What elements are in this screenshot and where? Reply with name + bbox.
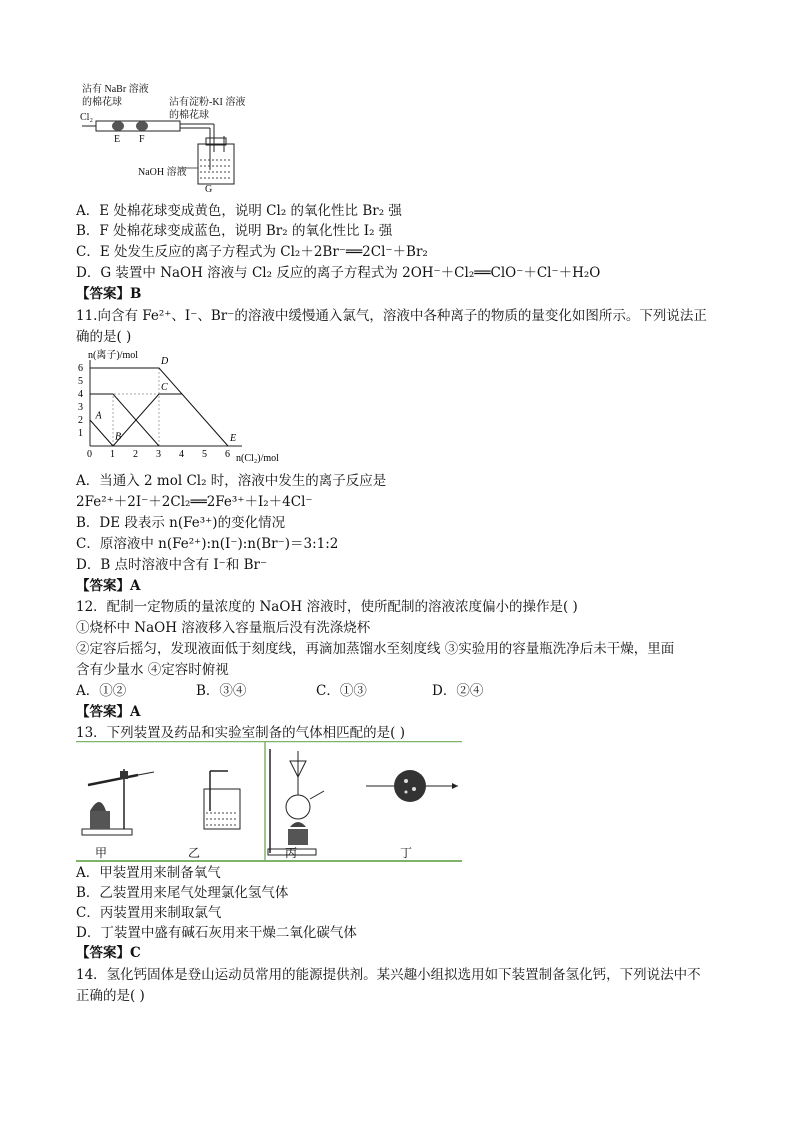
q10-option-a: A．E 处棉花球变成黄色，说明 Cl₂ 的氧化性比 Br₂ 强 bbox=[76, 203, 402, 219]
q12-items-2-3: ②定容后摇匀，发现液面低于刻度线，再滴加蒸馏水至刻度线 ③实验用的容量瓶洗净后未干燥，里面 bbox=[76, 641, 675, 657]
chart-series-line-4 bbox=[90, 368, 228, 446]
q11-option-a-line2: 2Fe²⁺＋2I⁻＋2Cl₂══2Fe³⁺＋I₂＋4Cl⁻ bbox=[76, 494, 313, 510]
q13-answer: 【答案】C bbox=[76, 945, 141, 961]
fig10-label-nabr2: 的棉花球 bbox=[82, 97, 122, 108]
chart-point-label: E bbox=[230, 432, 237, 444]
q13-option-d: D．丁装置中盛有碱石灰用来干燥二氧化碳气体 bbox=[76, 925, 357, 941]
chart-y-tick-label: 3 bbox=[78, 402, 83, 413]
chart-point-label: D bbox=[161, 356, 169, 368]
fig10-label-f: F bbox=[139, 134, 145, 145]
chart-x-axis-label: n(Cl₂)/mol bbox=[236, 453, 279, 464]
fig10-label-e: E bbox=[114, 134, 121, 145]
fig10-label-nabr: 沾有 NaBr 溶液 bbox=[82, 84, 149, 95]
q10-option-b: B．F 处棉花球变成蓝色，说明 Br₂ 的氧化性比 I₂ 强 bbox=[76, 223, 393, 239]
chart-x-tick-label: 4 bbox=[179, 449, 184, 460]
q10-option-c: C．E 处发生反应的离子方程式为 Cl₂＋2Br⁻══2Cl⁻＋Br₂ bbox=[76, 244, 428, 260]
fig10-label-cl2: Cl₂ bbox=[80, 112, 93, 123]
q13-label-ding: 丁 bbox=[400, 846, 413, 860]
fig10-label-ki2: 的棉花球 bbox=[169, 110, 209, 121]
chart-y-tick-label: 1 bbox=[78, 428, 83, 439]
q13-label-bing: 丙 bbox=[285, 846, 298, 860]
chart-y-tick-label: 5 bbox=[78, 376, 83, 387]
q12-option-c: C．①③ bbox=[316, 683, 367, 699]
q13-option-b: B．乙装置用来尾气处理氯化氢气体 bbox=[76, 885, 289, 901]
q13-option-c: C．丙装置用来制取氯气 bbox=[76, 905, 222, 921]
q11-option-a-line1: A．当通入 2 mol Cl₂ 时，溶液中发生的离子反应是 bbox=[76, 473, 387, 489]
chart-y-tick-label: 4 bbox=[78, 389, 83, 400]
fig10-label-naoh: NaOH 溶液 bbox=[138, 167, 187, 178]
q11-stem-line1: 11.向含有 Fe²⁺、I⁻、Br⁻的溶液中缓慢通入氯气，溶液中各种离子的物质的量变化如图所示。下列说法正 bbox=[76, 308, 707, 324]
q11-ion-amount-chart bbox=[74, 348, 294, 466]
fig10-label-ki: 沾有淀粉-KI 溶液 bbox=[169, 97, 246, 108]
chart-y-tick-label: 2 bbox=[78, 415, 83, 426]
q11-option-c: C．原溶液中 n(Fe²⁺):n(I⁻):n(Br⁻)＝3:1:2 bbox=[76, 536, 339, 552]
q11-option-d: D．B 点时溶液中含有 I⁻和 Br⁻ bbox=[76, 557, 268, 573]
chart-series-line-3 bbox=[113, 394, 182, 446]
q12-stem: 12．配制一定物质的量浓度的 NaOH 溶液时，使所配制的溶液浓度偏小的操作是( ) bbox=[76, 599, 578, 615]
q14-stem-line2: 正确的是( ) bbox=[76, 988, 145, 1004]
q13-stem: 13．下列装置及药品和实验室制备的气体相匹配的是( ) bbox=[76, 725, 406, 741]
chart-x-tick-label: 5 bbox=[202, 449, 207, 460]
q13-label-jia: 甲 bbox=[95, 846, 108, 860]
q12-option-d: D．②④ bbox=[432, 683, 484, 699]
q12-option-a: A．①② bbox=[76, 683, 127, 699]
chart-x-tick-label: 3 bbox=[156, 449, 161, 460]
q12-item-1: ①烧杯中 NaOH 溶液移入容量瓶后没有洗涤烧杯 bbox=[76, 620, 371, 636]
chart-x-tick-label: 2 bbox=[133, 449, 138, 460]
chart-y-tick-label: 6 bbox=[78, 363, 83, 374]
chart-point-label: A bbox=[95, 410, 102, 422]
chart-point-label: C bbox=[161, 382, 168, 394]
q11-stem-line2: 确的是( ) bbox=[76, 329, 132, 345]
chart-x-tick-label: 1 bbox=[110, 449, 115, 460]
q10-option-d: D．G 装置中 NaOH 溶液与 Cl₂ 反应的离子方程式为 2OH⁻＋Cl₂══ClO⁻＋Cl⁻＋H₂O bbox=[76, 265, 601, 281]
q12-items-3b-4: 含有少量水 ④定容时俯视 bbox=[76, 662, 229, 678]
q14-stem-line1: 14．氢化钙固体是登山运动员常用的能源提供剂。某兴趣小组拟选用如下装置制备氢化钙，下列说法中不 bbox=[76, 967, 701, 983]
q13-option-a: A．甲装置用来制备氧气 bbox=[76, 865, 221, 881]
q11-answer: 【答案】A bbox=[76, 578, 141, 594]
chart-series-line-1 bbox=[90, 420, 113, 446]
fig10-label-g: G bbox=[205, 184, 213, 195]
chart-y-axis-label: n(离子)/mol bbox=[88, 350, 138, 361]
q13-label-yi: 乙 bbox=[188, 846, 201, 860]
chart-point-label: B bbox=[115, 431, 122, 443]
q10-answer: 【答案】B bbox=[76, 286, 142, 302]
q12-option-b: B．③④ bbox=[196, 683, 247, 699]
q11-option-b: B．DE 段表示 n(Fe³⁺)的变化情况 bbox=[76, 515, 286, 531]
q12-answer: 【答案】A bbox=[76, 704, 141, 720]
chart-x-tick-label: 0 bbox=[87, 449, 92, 460]
chart-x-tick-label: 6 bbox=[225, 449, 230, 460]
